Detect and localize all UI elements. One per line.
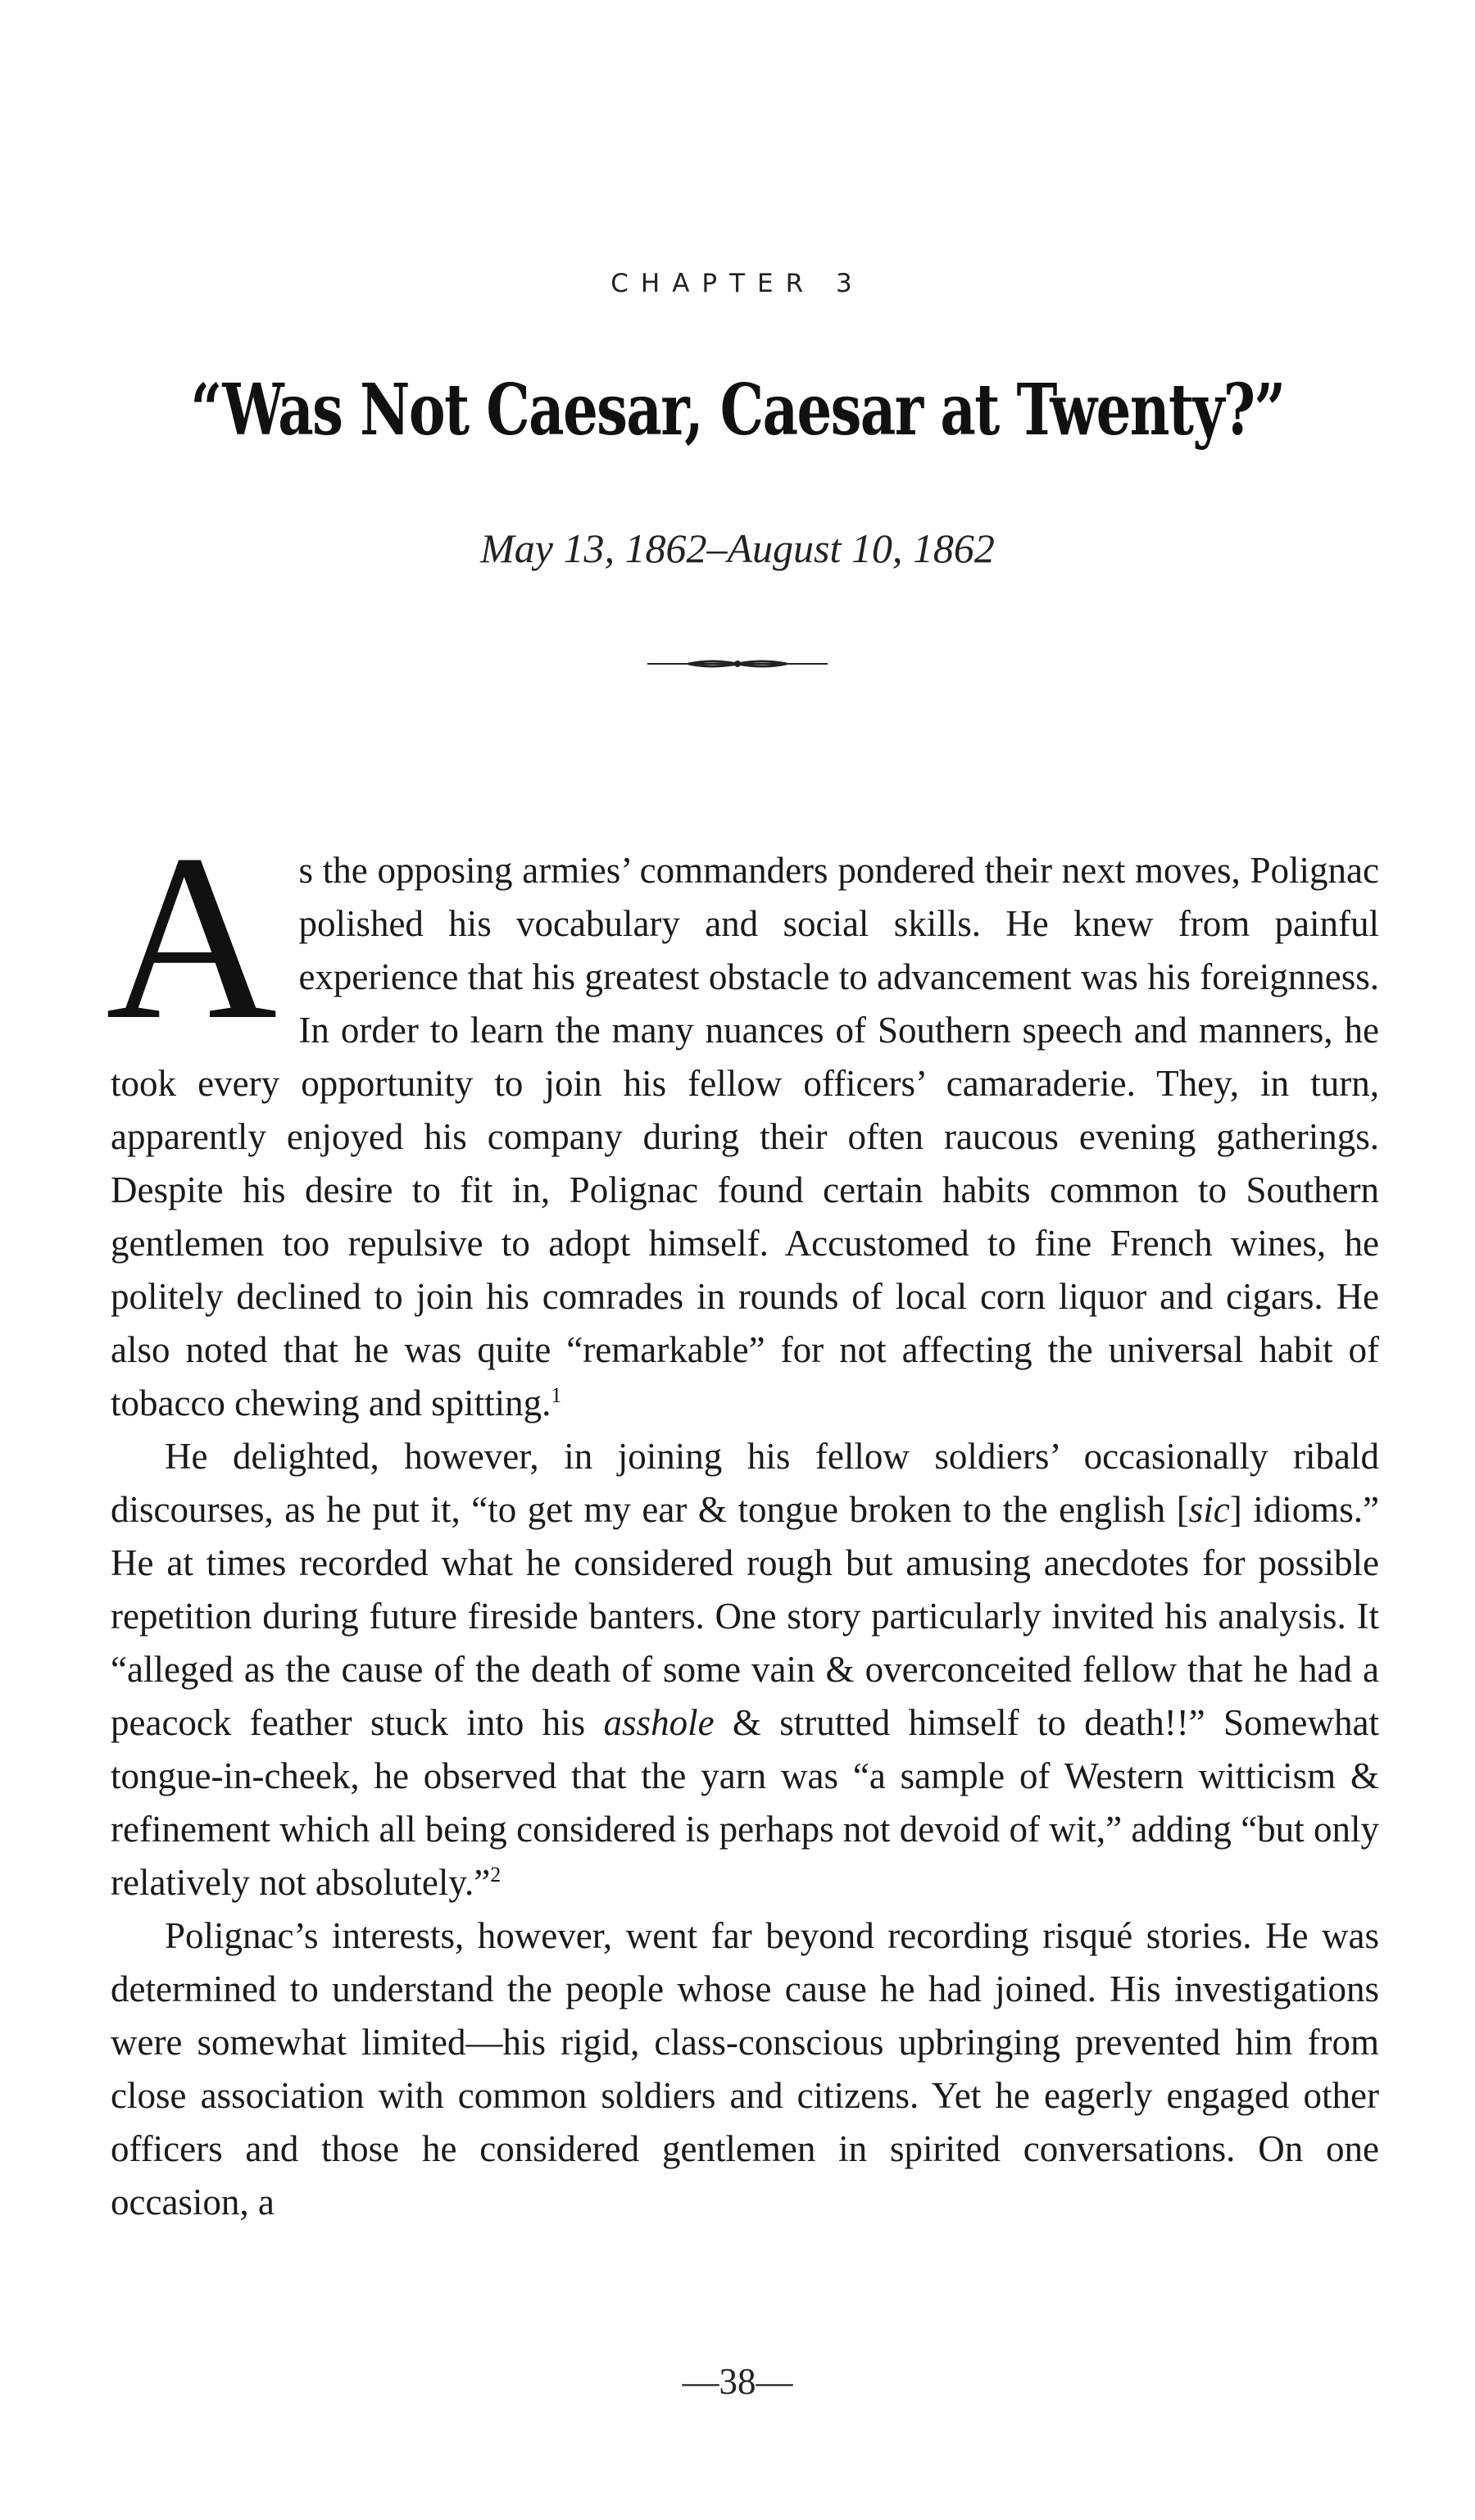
paragraph-1 <box>106 806 1379 1430</box>
sic-italic: sic <box>1188 1489 1230 1530</box>
footnote-ref-1: 1 <box>551 1383 562 1407</box>
paragraph-2-text-b: ] idioms.” He at times recorded what he considered rough but amusing anecdotes for possible repetition during future fireside banters. One story particularly invited his analysis. It “alleged as the cause of the death of some vain & overconceited fellow that he had a peacock feather stuck into his <box>111 1489 1379 1743</box>
paragraph-2-text-c: & strutted himself to death!!” Somewhat tongue-in-cheek, he observed that the yarn was “a sample of Western witticism & refinement which all being considered is perhaps not devoid of wit,” adding “but only relatively not absolutely.” <box>111 1702 1379 1903</box>
ornament-divider-icon <box>639 647 836 680</box>
footnote-ref-2: 2 <box>490 1863 502 1887</box>
paragraph-3: Polignac’s interests, however, went far beyond recording risqué stories. He was determined to understand the people whose cause he had joined. His investigations were somewhat limited—his rigid, class-conscious upbringing prevented him from close association with common soldiers and citizens. Yet he eagerly engaged other officers and those he considered gentlemen in spirited conversations. On one occasion, a <box>111 1915 1379 2223</box>
chapter-title: “Was Not Caesar, Caesar at Twenty?” <box>190 369 1285 452</box>
paragraph-1-text: s the opposing armies’ commanders pondered their next moves, Polignac polished his vocabulary and social skills. He knew from painful experience that his greatest obstacle to advancement was his foreignness. In order to learn the many nuances of Southern speech and manners, he took every opportunity to join his fellow officers’ camaraderie. They, in turn, apparently enjoyed his company during their often raucous evening gatherings. Despite his desire to fit in, Polignac found certain habits common to Southern gentlemen too repulsive to adopt himself. Accustomed to fine French wines, he politely declined to join his comrades in rounds of local corn liquor and cigars. He also noted that he was quite “remarkable” for not affecting the universal habit of tobacco chewing and spitting. <box>111 850 1379 1423</box>
page-number: —38— <box>682 2361 793 2402</box>
drop-cap: A <box>106 806 278 1069</box>
paragraph-2 <box>111 1430 1379 1909</box>
italic-word: asshole <box>603 1702 715 1743</box>
body-text <box>106 806 1379 2229</box>
paragraph-2-text-a: He delighted, however, in joining his fellow soldiers’ occasionally ribald discourses, as he put it, “to get my ear & tongue broken to the english [ <box>111 1436 1379 1530</box>
chapter-label: CHAPTER 3 <box>610 269 865 298</box>
chapter-date-range: May 13, 1862–August 10, 1862 <box>480 525 995 571</box>
